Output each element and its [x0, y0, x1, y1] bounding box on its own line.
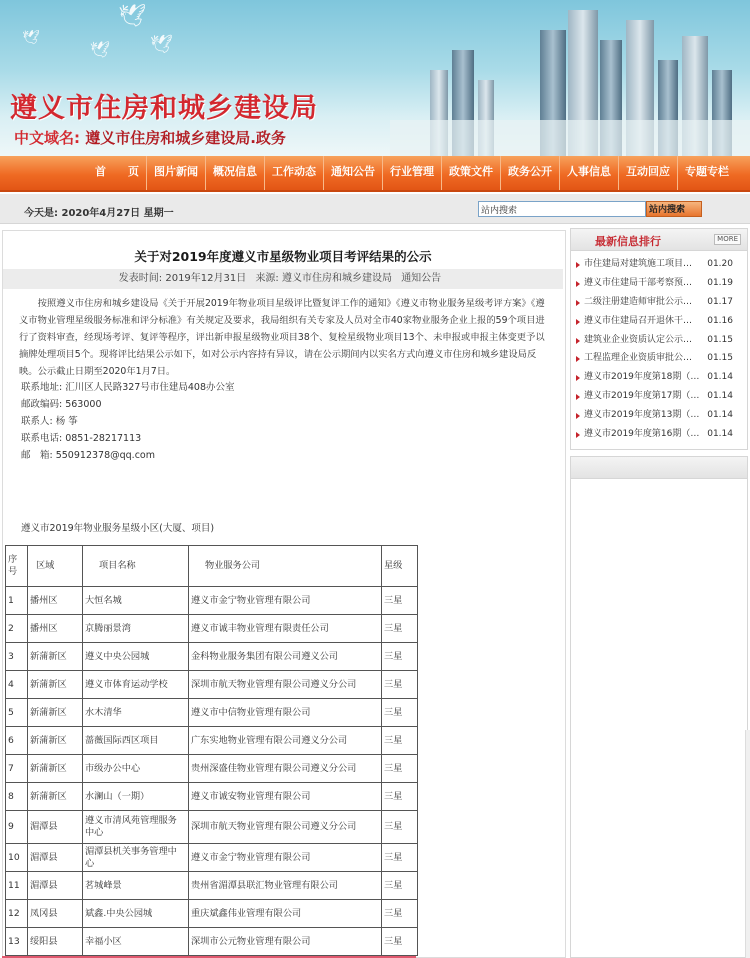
header-project: 项目名称: [83, 546, 189, 587]
cell-project: 遵义中央公园城: [83, 643, 189, 671]
item-date: 01.14: [707, 372, 733, 383]
domain-line: [14, 127, 286, 148]
table-caption: 遵义市2019年物业服务星级小区(大厦、项目): [21, 523, 215, 534]
table-row: [6, 872, 418, 900]
cell-area: 湄潭县: [28, 811, 83, 844]
table-row: [6, 699, 418, 727]
list-item[interactable]: [573, 406, 747, 425]
main-nav: [0, 156, 750, 192]
list-item[interactable]: [573, 293, 747, 312]
bullet-arrow-icon: [576, 432, 580, 438]
cell-area: 新蒲新区: [28, 671, 83, 699]
cell-area: 凤冈县: [28, 900, 83, 928]
cell-area: 新蒲新区: [28, 783, 83, 811]
site-search-input[interactable]: [478, 201, 646, 217]
cell-project: 遵义市清风苑管理服务中心: [83, 811, 189, 844]
cell-project: 斌鑫.中央公园城: [83, 900, 189, 928]
nav-overview[interactable]: 概况信息: [206, 156, 265, 190]
cell-rating: 三星: [382, 928, 418, 956]
cell-company: 广东实地物业管理有限公司遵义分公司: [189, 727, 382, 755]
cell-project: 幸福小区: [83, 928, 189, 956]
list-item[interactable]: [573, 274, 747, 293]
today-date: 今天是: 2020年4月27日 星期一: [24, 208, 174, 219]
item-title[interactable]: 遵义市2019年度第17期（…: [584, 391, 700, 402]
cell-company: 遵义市中信物业管理有限公司: [189, 699, 382, 727]
cell-area: 播州区: [28, 587, 83, 615]
cell-company: 遵义市金宁物业管理有限公司: [189, 587, 382, 615]
dove-icon: 🕊: [22, 30, 40, 46]
bullet-arrow-icon: [576, 356, 580, 362]
latest-info-list: [573, 255, 747, 444]
cell-project: 湄潭县机关事务管理中心: [83, 844, 189, 872]
projects-table: [5, 545, 418, 956]
article-meta: [3, 269, 563, 289]
cell-company: 深圳市航天物业管理有限公司遵义分公司: [189, 671, 382, 699]
cell-rating: 三星: [382, 783, 418, 811]
domain-label: 中文域名:: [14, 129, 80, 147]
nav-personnel[interactable]: 人事信息: [560, 156, 619, 190]
list-item[interactable]: [573, 368, 747, 387]
header-company: 物业服务公司: [189, 546, 382, 587]
nav-home[interactable]: 首 页: [88, 156, 147, 190]
table-row: [6, 844, 418, 872]
item-date: 01.19: [707, 277, 733, 288]
table-row: [6, 643, 418, 671]
nav-government-affairs[interactable]: 政务公开: [501, 156, 560, 190]
latest-info-title: 最新信息排行: [595, 235, 661, 248]
contact-email: 邮 箱: 550912378@qq.com: [21, 450, 155, 461]
table-row: [6, 615, 418, 643]
cell-company: 贵州省湄潭县联汇物业管理有限公司: [189, 872, 382, 900]
nav-notices[interactable]: 通知公告: [324, 156, 383, 190]
table-header-row: [6, 546, 418, 587]
article-date: 发表时间: 2019年12月31日: [118, 273, 247, 284]
item-title[interactable]: 遵义市2019年度第18期（…: [584, 372, 700, 383]
bullet-arrow-icon: [576, 319, 580, 325]
table-row: [6, 811, 418, 844]
cell-index: 12: [6, 900, 28, 928]
table-row: [6, 900, 418, 928]
cell-rating: 三星: [382, 900, 418, 928]
item-date: 01.17: [707, 296, 733, 307]
site-search-button[interactable]: 站内搜索: [646, 201, 702, 217]
site-title: 遵义市住房和城乡建设局: [10, 93, 318, 124]
item-title[interactable]: 遵义市住建局干部考察预…: [584, 277, 693, 288]
cell-area: 湄潭县: [28, 872, 83, 900]
contact-info: [21, 379, 235, 464]
item-title[interactable]: 遵义市2019年度第13期（…: [584, 410, 700, 421]
cell-company: 深圳市航天物业管理有限公司遵义分公司: [189, 811, 382, 844]
nav-policy[interactable]: 政策文件: [442, 156, 501, 190]
cell-area: 绥阳县: [28, 928, 83, 956]
article-panel: [2, 230, 566, 958]
header-index: 序号: [6, 546, 28, 587]
cell-rating: 三星: [382, 755, 418, 783]
contact-person: 联系人: 杨 筝: [21, 416, 78, 427]
cell-index: 11: [6, 872, 28, 900]
item-date: 01.14: [707, 410, 733, 421]
cell-index: 10: [6, 844, 28, 872]
latest-info-panel: [570, 228, 748, 450]
list-item[interactable]: [573, 255, 747, 274]
cell-area: 新蒲新区: [28, 699, 83, 727]
page-scrollbar[interactable]: [745, 730, 750, 958]
item-title[interactable]: 建筑业企业资质认定公示…: [584, 334, 693, 345]
dove-icon: 🕊: [90, 40, 111, 59]
item-date: 01.20: [707, 259, 733, 269]
cell-index: 9: [6, 811, 28, 844]
more-button[interactable]: MORE: [714, 234, 741, 245]
cell-project: 水澜山（一期）: [83, 783, 189, 811]
bullet-arrow-icon: [576, 281, 580, 287]
article-title: 关于对2019年度遵义市星级物业项目考评结果的公示: [134, 249, 432, 264]
article-source: 来源: 遵义市住房和城乡建设局: [255, 273, 392, 284]
bullet-arrow-icon: [576, 300, 580, 306]
bullet-arrow-icon: [576, 394, 580, 400]
cell-rating: 三星: [382, 699, 418, 727]
list-item[interactable]: [573, 387, 747, 406]
list-item[interactable]: [573, 331, 747, 350]
cell-index: 8: [6, 783, 28, 811]
item-date: 01.15: [707, 334, 733, 345]
bullet-arrow-icon: [576, 375, 580, 381]
bullet-arrow-icon: [576, 262, 580, 268]
list-item[interactable]: [573, 425, 747, 444]
cell-rating: 三星: [382, 727, 418, 755]
header-area: 区域: [28, 546, 83, 587]
cell-index: 7: [6, 755, 28, 783]
nav-interaction[interactable]: 互动回应: [619, 156, 678, 190]
site-banner: [0, 0, 750, 156]
item-date: 01.15: [707, 353, 733, 364]
cell-rating: 三星: [382, 872, 418, 900]
contact-postcode: 邮政编码: 563000: [21, 399, 102, 410]
date-bar: [0, 194, 750, 224]
table-row: [6, 671, 418, 699]
cell-company: 深圳市公元物业管理有限公司: [189, 928, 382, 956]
cell-project: 蔷薇国际西区项目: [83, 727, 189, 755]
cell-index: 5: [6, 699, 28, 727]
cell-rating: 三星: [382, 811, 418, 844]
item-date: 01.14: [707, 429, 733, 440]
cell-index: 2: [6, 615, 28, 643]
cell-rating: 三星: [382, 844, 418, 872]
cell-company: 遵义市诚丰物业管理有限责任公司: [189, 615, 382, 643]
item-title[interactable]: 工程监理企业资质审批公…: [584, 353, 693, 364]
cell-area: 湄潭县: [28, 844, 83, 872]
table-row: [6, 783, 418, 811]
article-category[interactable]: 通知公告: [401, 273, 442, 284]
header-rating: 星级: [382, 546, 418, 587]
cell-area: 新蒲新区: [28, 727, 83, 755]
sidebar-secondary-panel: [570, 456, 748, 958]
cell-project: 市级办公中心: [83, 755, 189, 783]
nav-work-news[interactable]: 工作动态: [265, 156, 324, 190]
cell-area: 播州区: [28, 615, 83, 643]
item-date: 01.14: [707, 391, 733, 402]
cell-rating: 三星: [382, 671, 418, 699]
cell-project: 大恒名城: [83, 587, 189, 615]
cell-company: 贵州深盛佳物业管理有限公司遵义分公司: [189, 755, 382, 783]
cell-index: 6: [6, 727, 28, 755]
item-title[interactable]: 二级注册建造师审批公示…: [584, 296, 693, 307]
cell-area: 新蒲新区: [28, 755, 83, 783]
domain-value: 遵义市住房和城乡建设局.政务: [85, 129, 286, 147]
latest-info-header: [571, 229, 747, 251]
cell-project: 遵义市体育运动学校: [83, 671, 189, 699]
cell-company: 重庆斌鑫伟业管理有限公司: [189, 900, 382, 928]
item-date: 01.16: [707, 315, 733, 326]
item-title[interactable]: 遵义市2019年度第16期（…: [584, 429, 700, 440]
cell-company: 遵义市金宁物业管理有限公司: [189, 844, 382, 872]
cell-project: 京腾丽景湾: [83, 615, 189, 643]
contact-phone: 联系电话: 0851-28217113: [21, 433, 142, 444]
cell-rating: 三星: [382, 615, 418, 643]
cell-rating: 三星: [382, 643, 418, 671]
article-body: 按照遵义市住房和城乡建设局《关于开展2019年物业项目星级评比暨复评工作的通知》《遵义市物业服务星级考评方案》《遵义市物业管理星级服务标准和评分标准》有关规定及要求，我局组织有关专家及人员对全市40家物业服务企业上报的59个项目进行了资料审查，经现场考评、复评等程序，评出新申报星级物业项目38个、复检星级物业项目13个、未申报或申报主体变更予以摘牌处理项目5个。现将评比结果公示如下，如对公示内容持有异议，请在公示期间内以实名方式向遵义市住房和城乡建设局反映。公示截止日期至2020年1月7日。: [19, 298, 545, 377]
item-title[interactable]: 市住建局对建筑施工项目…: [584, 259, 693, 269]
cell-area: 新蒲新区: [28, 643, 83, 671]
nav-special-topics[interactable]: 专题专栏: [685, 165, 729, 178]
table-row: [6, 928, 418, 956]
bullet-arrow-icon: [576, 338, 580, 344]
bullet-arrow-icon: [576, 413, 580, 419]
cell-project: 茗城峰景: [83, 872, 189, 900]
cell-index: 4: [6, 671, 28, 699]
list-item[interactable]: [573, 312, 747, 331]
sidebar-secondary-header: [571, 457, 747, 479]
dove-icon: 🕊: [150, 34, 173, 55]
cell-index: 1: [6, 587, 28, 615]
cell-index: 13: [6, 928, 28, 956]
city-skyline-image: [390, 0, 750, 156]
contact-address: 联系地址: 汇川区人民路327号市住建局408办公室: [21, 382, 235, 393]
table-row: [6, 587, 418, 615]
nav-photo-news[interactable]: 图片新闻: [147, 156, 206, 190]
cell-index: 3: [6, 643, 28, 671]
cell-company: 遵义市诚安物业管理有限公司: [189, 783, 382, 811]
table-row: [6, 727, 418, 755]
list-item[interactable]: [573, 349, 747, 368]
dove-icon: 🕊: [118, 4, 146, 29]
table-row: [6, 755, 418, 783]
cell-project: 水木清华: [83, 699, 189, 727]
cell-company: 金科物业服务集团有限公司遵义公司: [189, 643, 382, 671]
nav-industry[interactable]: 行业管理: [383, 156, 442, 190]
cell-rating: 三星: [382, 587, 418, 615]
item-title[interactable]: 遵义市住建局召开退休干…: [584, 315, 693, 326]
